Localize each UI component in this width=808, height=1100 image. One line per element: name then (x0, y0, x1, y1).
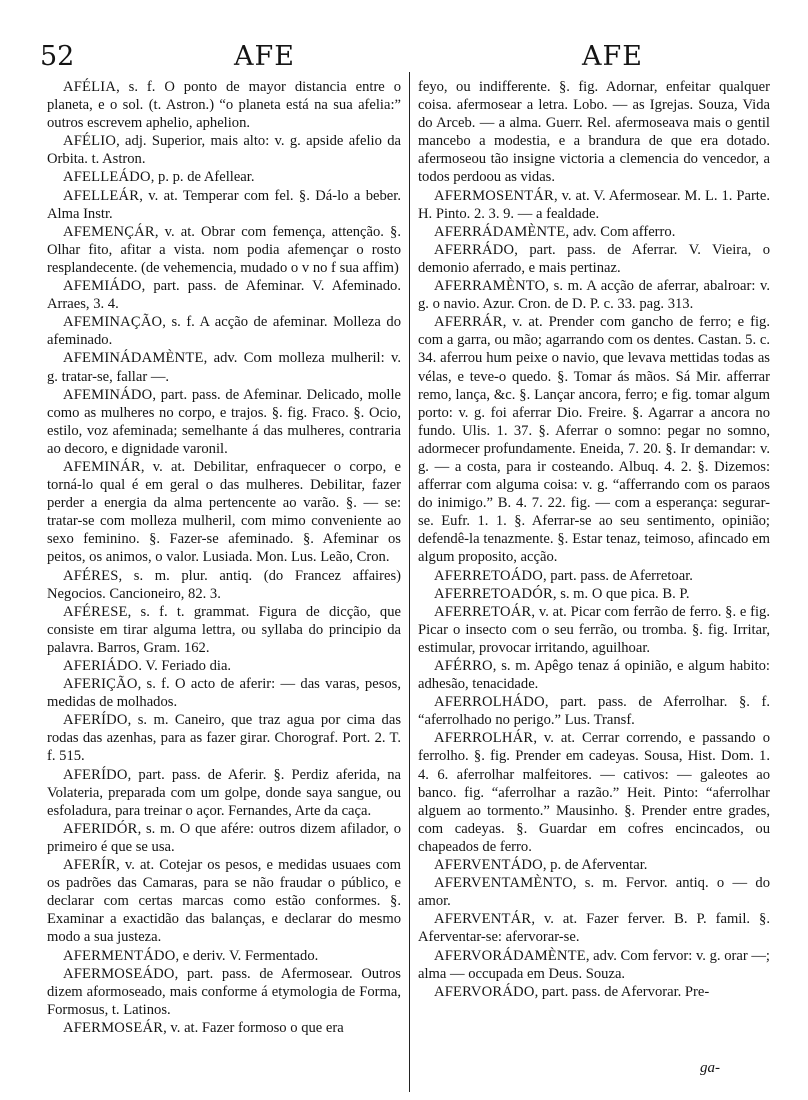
dictionary-entry (47, 711, 401, 765)
left-column (47, 78, 401, 1037)
entry-headword: AFEMINÁR (63, 458, 141, 475)
entry-definition: , adv. Com fervor: v. g. orar —; alma — occupada em Deus. Souza. (418, 947, 770, 982)
running-head-left: AFE (234, 41, 295, 72)
dictionary-entry (47, 766, 401, 820)
dictionary-entry (47, 313, 401, 349)
entry-headword: AFÉRES (63, 567, 119, 584)
entry-headword: AFERVORÁDAMÈNTE (434, 947, 586, 964)
entry-definition: , v. at. Cotejar os pesos, e medidas usuaes com os padrões das Camaras, para se não fraudar o público, e declarar com certas marcas como estão conformes. §. Examinar a exactidão das balanças, e declarar do mesmo modo a sua justeza. (47, 857, 401, 946)
entry-definition: , part. pass. de Afervorar. Pre- (534, 983, 710, 1000)
entry-definition: , v. at. Temperar com fel. §. Dá-lo a beber. Alma Instr. (47, 187, 401, 222)
entry-headword: AFEMINÁDO (63, 386, 153, 403)
dictionary-entry (418, 585, 770, 603)
entry-definition: , v. at. Obrar com femença, attenção. §. Olhar fito, afitar a vista. nom podia afemençar o rosto resplandecente. (de vehemencia, mudado o v no f sua affim) (47, 223, 401, 276)
entry-headword: AFERVENTÁDO (434, 857, 543, 874)
entry-definition: , s. m. O que pica. B. P. (552, 585, 690, 602)
dictionary-entry (47, 277, 401, 313)
entry-headword: AFERRETOÁR (434, 603, 532, 620)
entry-headword: AFERÍDO (63, 712, 128, 729)
entry-definition: , s. f. t. grammat. Figura de dicção, que consiste em tirar alguma lettra, ou syllaba do principio da palavra. Barros, Gram. 162. (47, 603, 401, 656)
dictionary-entry (47, 856, 401, 946)
dictionary-entry (418, 947, 770, 983)
entry-headword: AFERIÁDO (63, 658, 139, 674)
catchword: ga- (700, 1060, 720, 1076)
dictionary-entry (418, 567, 770, 585)
dictionary-entry (47, 349, 401, 385)
dictionary-entry (47, 567, 401, 603)
entry-headword: AFERRÁDO (434, 241, 515, 258)
dictionary-entry (418, 910, 770, 946)
dictionary-entry (418, 241, 770, 277)
entry-definition: , v. at. Cerrar correndo, e passando o ferrolho. §. fig. Prender em cadeyas. Sousa, Hist. Dom. 1. 4. 6. aferrolhar malfeitores. — cativos: — galeotes ao banco. fig. “aferrolhar a razão.” Heit. Pinto: “aferrolhar alguem ao tormento.” Mausinho. §. Prender entre grades, com cadeyas. §. Guardar em cofres encincados, ou chapeados de ferro. (418, 730, 770, 855)
entry-definition: , v. at. Debilitar, enfraquecer o corpo, e torná-lo qual é em geral o das mulheres. Debilitar, fazer perder a energia da alma pertencente ao varão. §. — se: tratar-se com molleza mulheril, com mimo conveniente ao sexo feminino. §. Fazer-se afeminado. §. Afeminar os peitos, os animos, o valor. Lusiada. Mon. Lus. Leão, Cron. (47, 458, 401, 566)
entry-headword: AFERRETOÁDO (434, 567, 543, 584)
dictionary-entry (47, 78, 401, 132)
entry-definition: , v. at. Fazer formoso o que era (163, 1019, 344, 1036)
entry-headword: AFÉRESE (63, 603, 128, 620)
dictionary-entry (47, 820, 401, 856)
entry-headword: AFEMENÇÁR (63, 223, 155, 240)
dictionary-entry (418, 657, 770, 693)
dictionary-entry (418, 223, 770, 241)
dictionary-entry (418, 313, 770, 566)
entry-definition: , v. at. V. Afermosear. M. L. 1. Parte. H. Pinto. 2. 3. 9. — a fealdade. (418, 187, 770, 222)
entry-definition: , s. m. Fervor. antiq. o — do amor. (418, 875, 770, 910)
entry-headword: AFERRETOADÓR (434, 585, 553, 602)
dictionary-entry (418, 603, 770, 657)
entry-headword: AFELLEÁDO (63, 169, 151, 186)
dictionary-entry (47, 187, 401, 223)
page-number: 52 (40, 41, 75, 72)
entry-headword: AFERÍDO (63, 766, 128, 783)
entry-definition: , part. pass. de Aferretoar. (542, 567, 693, 584)
entry-headword: AFERMOSEÁDO (63, 965, 175, 982)
entry-headword: AFERVENTÁR (434, 911, 532, 928)
dictionary-entry (47, 675, 401, 711)
right-column (418, 78, 770, 1001)
running-head-right: AFE (582, 41, 643, 72)
entry-headword: AFERMENTÁDO (63, 947, 176, 964)
entry-headword: AFÉRRO (434, 658, 493, 674)
entry-definition: , part. pass. de Aferir. §. Perdiz aferida, na Volateria, preparada com um golpe, donde saya sangue, ou esfoladura, para treinar o açor. Fernandes, Arte da caça. (47, 766, 401, 819)
dictionary-entry (418, 874, 770, 910)
entry-definition: , v. at. Prender com gancho de ferro; e fig. com a garra, ou mão; agarrando com os dentes. Castan. 5. c. 34. aferrou hum peixe o navio, que levava mettidas todas as vélas, e teve-o quedo. §. Tomar ás mãos. Sá Mir. afferrar remo, lança, &c. §. Lançar ancora, ferro; e fig. tomar algum porto: v. g. foi aferrar Dio. Freire. §. Agarrar a ancora no fundo. Ulis. 1. 37. §. Aferrar o somno: pegar no somno, adormecer profundamente. Eneida, 7. 20. §. Ir demandar: v. g. — a costa, para ir costeando. Albuq. 4. 2. §. Dizemos: afferrar com alguma coisa: v. g. “afferrando com os paraos do inimigo.” B. 4. 7. 22. fig. — com a esperança: segurar-se. Eufr. 1. 1. §. Aferrar-se ao seu sentimento, opinião; defendê-la tenazmente. §. Estar tenaz, teimoso, afincado em algum proposito, acção. (418, 314, 770, 566)
entry-headword: AFERRAMÈNTO (434, 278, 546, 295)
dictionary-entry (418, 856, 770, 874)
entry-headword: AFELLEÁR (63, 187, 140, 204)
entry-definition: , s. m. plur. antiq. (do Francez affaires) Negocios. Cancioneiro, 82. 3. (47, 567, 401, 602)
dictionary-entry (47, 132, 401, 168)
entry-definition: , s. m. O que afére: outros dizem afilador, o primeiro é que se usa. (47, 820, 401, 855)
dictionary-entry (47, 458, 401, 567)
entry-definition: , s. f. O ponto de mayor distancia entre o planeta, e o sol. (t. Astron.) “o planeta está na sua afelia:” outros escrevem aphelio, aphelion. (47, 79, 401, 132)
entry-definition: , part. pass. de Aferrar. V. Vieira, o demonio aferrado, e mais pertinaz. (418, 241, 770, 276)
entry-definition: , part. pass. de Afermosear. Outros dizem aformoseado, mais conforme á etymologia de Forma, Formosus, t. Latinos. (47, 965, 401, 1018)
entry-headword: AFÉLIA (63, 79, 117, 95)
dictionary-entry (47, 168, 401, 186)
entry-headword: AFÉLIO (63, 133, 117, 150)
dictionary-entry (418, 693, 770, 729)
column-divider (409, 72, 410, 1092)
entry-headword: AFERMOSEÁR (63, 1019, 164, 1036)
dictionary-entry (47, 657, 401, 675)
dictionary-entry (47, 947, 401, 965)
entry-definition: , adj. Superior, mais alto: v. g. apside afelio da Orbita. t. Astron. (47, 133, 401, 168)
entry-headword: AFERROLHÁDO (434, 694, 545, 711)
dictionary-entry (418, 78, 770, 187)
entry-definition: , e deriv. V. Fermentado. (175, 947, 319, 964)
dictionary-entry (47, 223, 401, 277)
entry-headword: AFERVORÁDO (434, 983, 535, 1000)
entry-headword: AFEMIÁDO (63, 278, 142, 295)
entry-headword: AFEMINÁDAMÈNTE (63, 350, 204, 367)
entry-definition: , s. m. A acção de aferrar, abalroar: v. g. o navio. Azur. Cron. de D. P. c. 33. pag. 313. (418, 278, 770, 313)
entry-definition: , p. de Aferventar. (542, 857, 648, 874)
entry-definition: , part. pass. de Aferrolhar. §. f. “aferrolhado no perigo.” Lus. Transf. (418, 694, 770, 729)
entry-headword: AFERIDÓR (63, 820, 138, 837)
dictionary-entry (47, 965, 401, 1019)
entry-headword: AFERRÁDAMÈNTE (434, 223, 566, 240)
entry-definition: , s. f. A acção de afeminar. Molleza do afeminado. (47, 314, 401, 349)
entry-headword: AFERRÁR (434, 314, 503, 331)
entry-headword: AFERROLHÁR (434, 730, 534, 747)
entry-definition: , s. f. O acto de aferir: — das varas, pesos, medidas de molhados. (47, 676, 401, 711)
entry-definition: , s. m. Caneiro, que traz agua por cima das rodas das azenhas, para as fazer girar. Chorograf. Port. 2. T. f. 515. (47, 712, 401, 765)
entry-headword: AFERÍR (63, 857, 117, 874)
entry-headword: AFERMOSENTÁR (434, 187, 554, 204)
entry-definition: , v. at. Fazer ferver. B. P. famil. §. Aferventar-se: afervorar-se. (418, 911, 770, 946)
entry-headword: AFEMINAÇÃO (63, 314, 163, 331)
dictionary-entry (47, 603, 401, 657)
entry-definition: , p. p. de Afellear. (150, 169, 255, 186)
dictionary-entry (418, 729, 770, 856)
entry-definition: , adv. Com molleza mulheril: v. g. tratar-se, fallar —. (47, 350, 401, 385)
dictionary-entry (418, 277, 770, 313)
dictionary-entry (47, 1019, 401, 1037)
entry-headword: AFERVENTAMÈNTO (434, 875, 573, 892)
entry-definition: , part. pass. de Afeminar. V. Afeminado. Arraes, 3. 4. (47, 278, 401, 313)
entry-definition: feyo, ou indifferente. §. fig. Adornar, enfeitar qualquer coisa. afermosear a letra. Lobo. — as Igrejas. Souza, Vida do Arceb. — a alma. Guerr. Rel. afermoseava mais o gentil mancebo a modestia, e a brandura de que era dotado. afermoseou tão insigne victoria a clemencia do vencedor, a todos perdoou as vidas. (418, 79, 770, 186)
entry-definition: . V. Feriado dia. (138, 658, 232, 674)
entry-definition: , s. m. Apêgo tenaz á opinião, e algum habito: adhesão, tenacidade. (418, 658, 770, 693)
dictionary-entry (47, 386, 401, 458)
dictionary-entry (418, 187, 770, 223)
entry-definition: , adv. Com afferro. (565, 223, 676, 240)
entry-headword: AFERIÇÃO (63, 676, 138, 693)
entry-definition: , v. at. Picar com ferrão de ferro. §. e fig. Picar o insecto com o seu ferrão, ou tromba. §. fig. Irritar, estimular, provocar irritando, aguilhoar. (418, 603, 770, 656)
dictionary-entry (418, 983, 770, 1001)
entry-definition: , part. pass. de Afeminar. Delicado, molle como as mulheres no corpo, e trajos. §. fig. Fraco. §. Ocio, estilo, voz afeminada; semelhante á das mulheres, contraria ao decoro, e dignidade varonil. (47, 386, 401, 457)
